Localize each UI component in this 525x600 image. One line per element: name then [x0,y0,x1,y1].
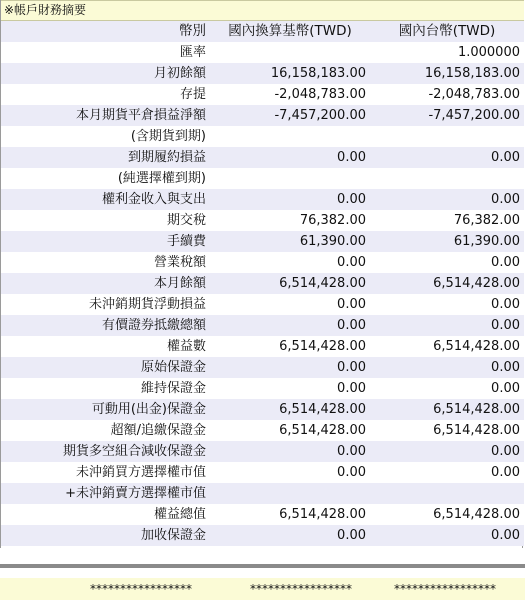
table-row [1,42,524,63]
account-summary-table [1,21,524,546]
row-label: 權益數 [166,339,206,354]
base-currency-value: -2,048,783.00 [274,87,366,102]
twd-value: 6,514,428.00 [433,339,520,354]
twd-value [370,483,524,504]
table-row [1,336,524,357]
row-label: 加收保證金 [140,528,206,543]
row-label: 超額/追繳保證金 [110,423,206,438]
base-currency-value: 0.00 [337,465,366,480]
table-row [1,357,524,378]
row-label: 本月餘額 [153,276,206,291]
base-currency-value: 0.00 [337,297,366,312]
row-label: (純選擇權到期) [117,171,206,186]
row-label: +未沖銷賣方選擇權市值 [65,486,206,501]
twd-value: -7,457,200.00 [428,108,520,123]
row-label: 未沖銷期貨浮動損益 [88,297,206,312]
base-currency-value: 0.00 [337,381,366,396]
table-row [1,84,524,105]
twd-value: 0.00 [491,528,520,543]
table-row [1,147,524,168]
twd-value: 0.00 [491,381,520,396]
header-twd: 國內台幣(TWD) [398,23,496,39]
twd-value: 0.00 [491,192,520,207]
row-label: 手續費 [166,234,206,249]
next-panel [0,564,525,600]
twd-value: 6,514,428.00 [433,402,520,417]
base-currency-value: 6,514,428.00 [279,339,366,354]
row-label: (含期貨到期) [130,129,206,144]
table-row [1,378,524,399]
table-row [1,168,524,189]
row-label: 未沖銷買方選擇權市值 [75,465,206,480]
row-label: 權利金收入與支出 [101,192,206,207]
table-header-row [1,21,524,42]
row-label: 月初餘額 [153,66,206,81]
twd-value: 76,382.00 [453,213,520,228]
row-label: 本月期貨平倉損益淨額 [75,108,206,123]
base-currency-value: 61,390.00 [299,234,366,249]
base-currency-value [210,483,370,504]
row-label: 維持保證金 [140,381,206,396]
base-currency-value [210,42,370,63]
twd-value [370,126,524,147]
row-label: 期貨多空組合減收保證金 [62,444,206,459]
row-label: 存提 [179,87,206,102]
table-row [1,63,524,84]
row-label: 期交稅 [166,213,206,228]
base-currency-value: 6,514,428.00 [279,276,366,291]
base-currency-value: 6,514,428.00 [279,507,366,522]
base-currency-value: 76,382.00 [299,213,366,228]
table-row [1,231,524,252]
base-currency-value: 0.00 [337,444,366,459]
twd-value: 6,514,428.00 [433,507,520,522]
base-currency-value [210,168,370,189]
table-row [1,315,524,336]
table-row [1,462,524,483]
base-currency-value: 0.00 [337,360,366,375]
table-row [1,294,524,315]
base-currency-value: 0.00 [337,150,366,165]
base-currency-value: 0.00 [337,255,366,270]
twd-value: 0.00 [491,465,520,480]
base-currency-value: 0.00 [337,528,366,543]
twd-value: 0.00 [491,318,520,333]
row-label: 營業稅額 [153,255,206,270]
base-currency-value: 6,514,428.00 [279,402,366,417]
twd-value: -2,048,783.00 [428,87,520,102]
table-row [1,189,524,210]
row-label: 有價證券抵繳總額 [101,318,206,333]
table-row [1,420,524,441]
twd-value: 0.00 [491,297,520,312]
twd-value: 0.00 [491,150,520,165]
twd-value: 0.00 [491,360,520,375]
twd-value: 1.000000 [457,45,520,60]
masked-row [0,578,525,600]
base-currency-value: 6,514,428.00 [279,423,366,438]
table-row [1,399,524,420]
table-row [1,525,524,546]
masked-value: ***************** [394,582,496,596]
twd-value: 61,390.00 [453,234,520,249]
twd-value: 16,158,183.00 [424,66,520,81]
header-currency: 幣別 [179,23,206,39]
base-currency-value [210,126,370,147]
panel-title: ※帳戶財務摘要 [1,0,524,21]
row-label: 原始保證金 [140,360,206,375]
table-row [1,273,524,294]
masked-value: ***************** [250,582,352,596]
row-label: 匯率 [179,45,206,60]
table-row [1,252,524,273]
header-base-currency: 國內換算基幣(TWD) [228,23,352,39]
table-row [1,441,524,462]
twd-value: 0.00 [491,444,520,459]
base-currency-value: 16,158,183.00 [270,66,366,81]
masked-value: ***************** [90,582,192,596]
twd-value: 0.00 [491,255,520,270]
table-row [1,126,524,147]
row-label: 到期履約損益 [127,150,206,165]
base-currency-value: 0.00 [337,318,366,333]
row-label: 可動用(出金)保證金 [91,402,206,417]
table-row [1,105,524,126]
twd-value: 6,514,428.00 [433,423,520,438]
base-currency-value: 0.00 [337,192,366,207]
row-label: 權益總值 [153,507,206,522]
table-row [1,483,524,504]
table-row [1,504,524,525]
twd-value [370,168,524,189]
twd-value: 6,514,428.00 [433,276,520,291]
table-row [1,210,524,231]
base-currency-value: -7,457,200.00 [274,108,366,123]
